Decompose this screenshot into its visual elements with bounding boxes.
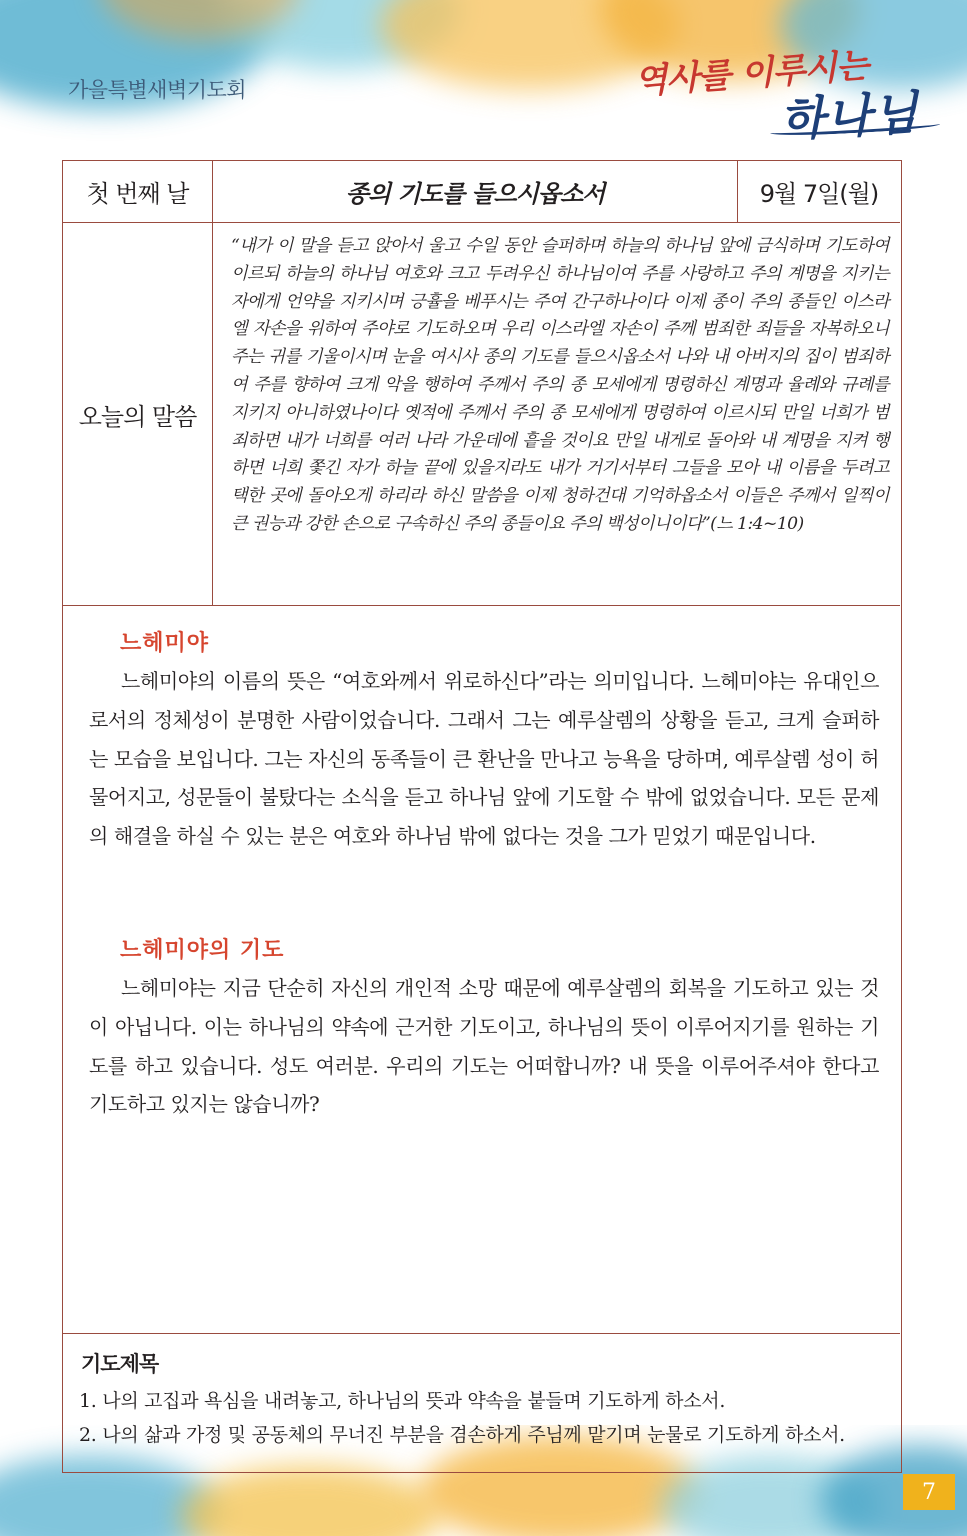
devotional-frame	[62, 160, 902, 1473]
series-title-line1: 역사를 이루시는	[633, 45, 870, 103]
prayer-topics-title: 기도제목	[81, 1352, 159, 1376]
scripture-text: “내가 이 말을 듣고 앉아서 울고 수일 동안 슬퍼하며 하늘의 하나님 앞에 금식하며 기도하여 이르되 하늘의 하나님 여호와 크고 두려우신 하나님이여 주를 사랑하고 주의 계명을 지키는 자에게 언약을 지키시며 긍휼을 베푸시는 주여 간구하나이다 이제 종이 주의 종들인 이스라엘 자손을 위하여 주야로 기도하오며 우리 이스라엘 자손이 주께 범죄한 죄들을 자복하오니 주는 귀를 기울이시며 눈을 여시사 종의 기도를 들으시옵소서 나와 내 아버지의 집이 범죄하여 주를 향하여 크게 악을 행하여 주께서 주의 종 모세에게 명령하신 계명과 율례와 규례를 지키지 아니하였나이다 옛적에 주께서 주의 종 모세에게 명령하여 이르시되 만일 너희가 범죄하면 내가 너희를 여러 나라 가운데에 흩을 것이요 만일 내게로 돌아와 내 계명을 지켜 행하면 너희 쫓긴 자가 하늘 끝에 있을지라도 내가 거기서부터 그들을 모아 내 이름을 두려고 택한 곳에 돌아오게 하리라 하신 말씀을 이제 청하건대 기억하옵소서 이들은 주께서 일찍이 큰 권능과 강한 손으로 구속하신 주의 종들이요 주의 백성이니이다”(느 1:4~10)	[231, 236, 889, 534]
series-title-logo	[630, 42, 950, 147]
day-cell: 첫 번째 날	[63, 161, 213, 222]
section-body-nehemiah: 느헤미야의 이름의 뜻은 “여호와께서 위로하신다”라는 의미입니다. 느헤미야는 유대인으로서의 정체성이 분명한 사람이었습니다. 그래서 그는 예루살렘의 상황을 듣고, 크게 슬퍼하는 모습을 보입니다. 그는 자신의 동족들이 큰 환난을 만나고 능욕을 당하며, 예루살렘 성이 허물어지고, 성문들이 불탔다는 소식을 듣고 하나님 앞에 기도할 수 밖에 없었습니다. 모든 문제의 해결을 하실 수 있는 분은 여호와 하나님 밖에 없다는 것을 그가 믿었기 때문입니다.	[89, 669, 879, 849]
event-label: 가을특별새벽기도회	[68, 78, 247, 102]
prayer-item: 1. 나의 고집과 욕심을 내려놓고, 하나님의 뜻과 약속을 붙들며 기도하게 하소서.	[79, 1390, 726, 1412]
meditation-body	[63, 606, 900, 1332]
section-title-nehemiah: 느헤미야	[120, 631, 210, 656]
page-number: 7	[903, 1474, 955, 1510]
scripture-row	[63, 223, 900, 606]
header-row	[63, 161, 900, 223]
scripture-label: 오늘의 말씀	[63, 223, 213, 605]
series-title-line2: 하나님	[778, 85, 921, 147]
section-body-prayer: 느헤미야는 지금 단순히 자신의 개인적 소망 때문에 예루살렘의 회복을 기도하고 있는 것이 아닙니다. 이는 하나님의 약속에 근거한 기도이고, 하나님의 뜻이 이루어지기를 원하는 기도를 하고 있습니다. 성도 여러분. 우리의 기도는 어떠합니까? 내 뜻을 이루어주셔야 한다고 기도하고 있지는 않습니까?	[89, 976, 879, 1117]
section-title-prayer: 느헤미야의 기도	[120, 938, 285, 963]
prayer-item: 2. 나의 삶과 가정 및 공동체의 무너진 부분을 겸손하게 주님께 맡기며 눈물로 기도하게 하소서.	[79, 1424, 845, 1446]
theme-cell: 종의 기도를 들으시옵소서	[213, 161, 738, 222]
prayer-topics	[63, 1333, 900, 1473]
date-cell: 9월 7일(월)	[759, 180, 879, 208]
